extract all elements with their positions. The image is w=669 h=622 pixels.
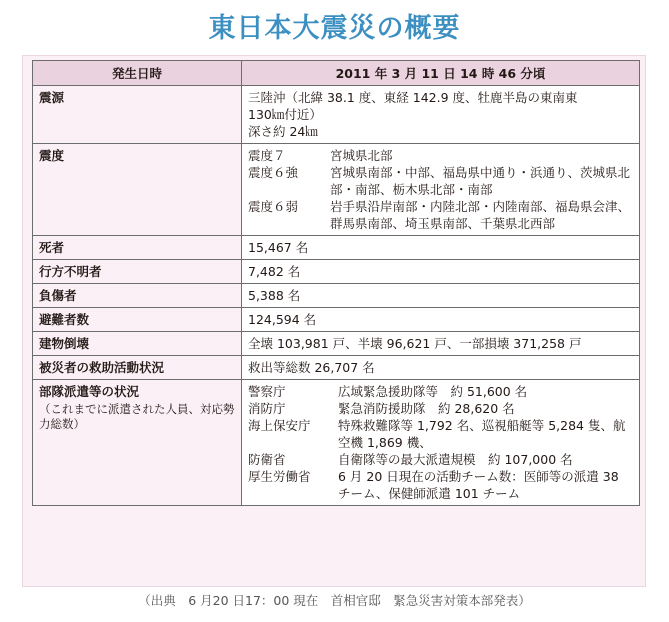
missing-label: 行方不明者 [33,260,242,284]
table-row [33,260,640,284]
dispatch-org: 防衛省 [248,452,286,467]
epicenter-depth: 深さ約 24㎞ [248,124,318,139]
injured-value: 5,388 名 [242,284,640,308]
dispatch-detail: 緊急消防援助隊 約 28,620 名 [338,401,515,416]
dispatch-label: 部隊派遣等の状況 [39,384,140,399]
dispatch-detail: 広域緊急援助隊等 約 51,600 名 [338,384,528,399]
dispatch-org: 厚生労働省 [248,469,311,484]
dispatch-detail: 自衛隊等の最大派遣規模 約 107,000 名 [338,452,573,467]
table-row [33,284,640,308]
dispatch-org: 警察庁 [248,384,286,399]
table-row [33,236,640,260]
dead-label: 死者 [33,236,242,260]
table-row [33,380,640,506]
dispatch-sublabel: （これまでに派遣された人員、対応勢力総数） [39,402,235,431]
table-row [33,86,640,144]
intensity-level: 震度６弱 [248,199,299,214]
header-row [33,61,640,86]
table-row [33,144,640,236]
evacuees-label: 避難者数 [33,308,242,332]
dispatch-org: 消防庁 [248,401,286,416]
dispatch-detail: 特殊救難隊等 1,792 名、巡視船艇等 5,284 隻、航空機 1,869 機、 [338,418,626,450]
intensity-area: 岩手県沿岸南部・内陸北部・内陸南部、福島県会津、群馬県南部、埼玉県南部、千葉県北西部 [330,199,631,231]
intensity-area: 宮城県北部 [330,148,393,163]
dispatch-item [248,451,633,468]
intensity-level: 震度６強 [248,165,299,180]
dispatch-detail: 6 月 20 日現在の活動チーム数：医師等の派遣 38 チーム、保健師派遣 101 チーム [338,469,619,501]
intensity-area: 宮城県南部・中部、福島県中通り・浜通り、茨城県北部・南部、栃木県北部・南部 [330,165,631,197]
dispatch-label-cell [33,380,242,506]
epicenter-line: 三陸沖（北緯 38.1 度、東経 142.9 度、牡鹿半島の東南東 [248,90,578,105]
dispatch-value [242,380,640,506]
intensity-item [248,147,633,164]
evacuees-value: 124,594 名 [242,308,640,332]
rescue-value: 救出等総数 26,707 名 [242,356,640,380]
table-row [33,356,640,380]
buildings-label: 建物倒壊 [33,332,242,356]
table-row [33,308,640,332]
summary-table [32,60,640,506]
dispatch-item [248,383,633,400]
page-title: 東日本大震災の概要 [208,13,461,44]
dispatch-item [248,468,633,502]
intensity-item [248,164,633,198]
source-note: （出典 6 月20 日17：00 現在 首相官邸 緊急災害対策本部発表） [138,593,531,608]
table-row [33,332,640,356]
intensity-item [248,198,633,232]
missing-value: 7,482 名 [242,260,640,284]
intensity-level: 震度７ [248,148,286,163]
dispatch-item [248,417,633,451]
intensity-value [242,144,640,236]
epicenter-value [242,86,640,144]
epicenter-line: 130㎞付近） [248,107,322,122]
buildings-value: 全壊 103,981 戸、半壊 96,621 戸、一部損壊 371,258 戸 [242,332,640,356]
header-date-label: 発生日時 [33,61,242,86]
dead-value: 15,467 名 [242,236,640,260]
injured-label: 負傷者 [33,284,242,308]
rescue-label: 被災者の救助活動状況 [33,356,242,380]
header-date-value: 2011 年 3 月 11 日 14 時 46 分頃 [242,61,640,86]
epicenter-label: 震源 [33,86,242,144]
dispatch-org: 海上保安庁 [248,418,311,433]
intensity-label: 震度 [33,144,242,236]
dispatch-item [248,400,633,417]
